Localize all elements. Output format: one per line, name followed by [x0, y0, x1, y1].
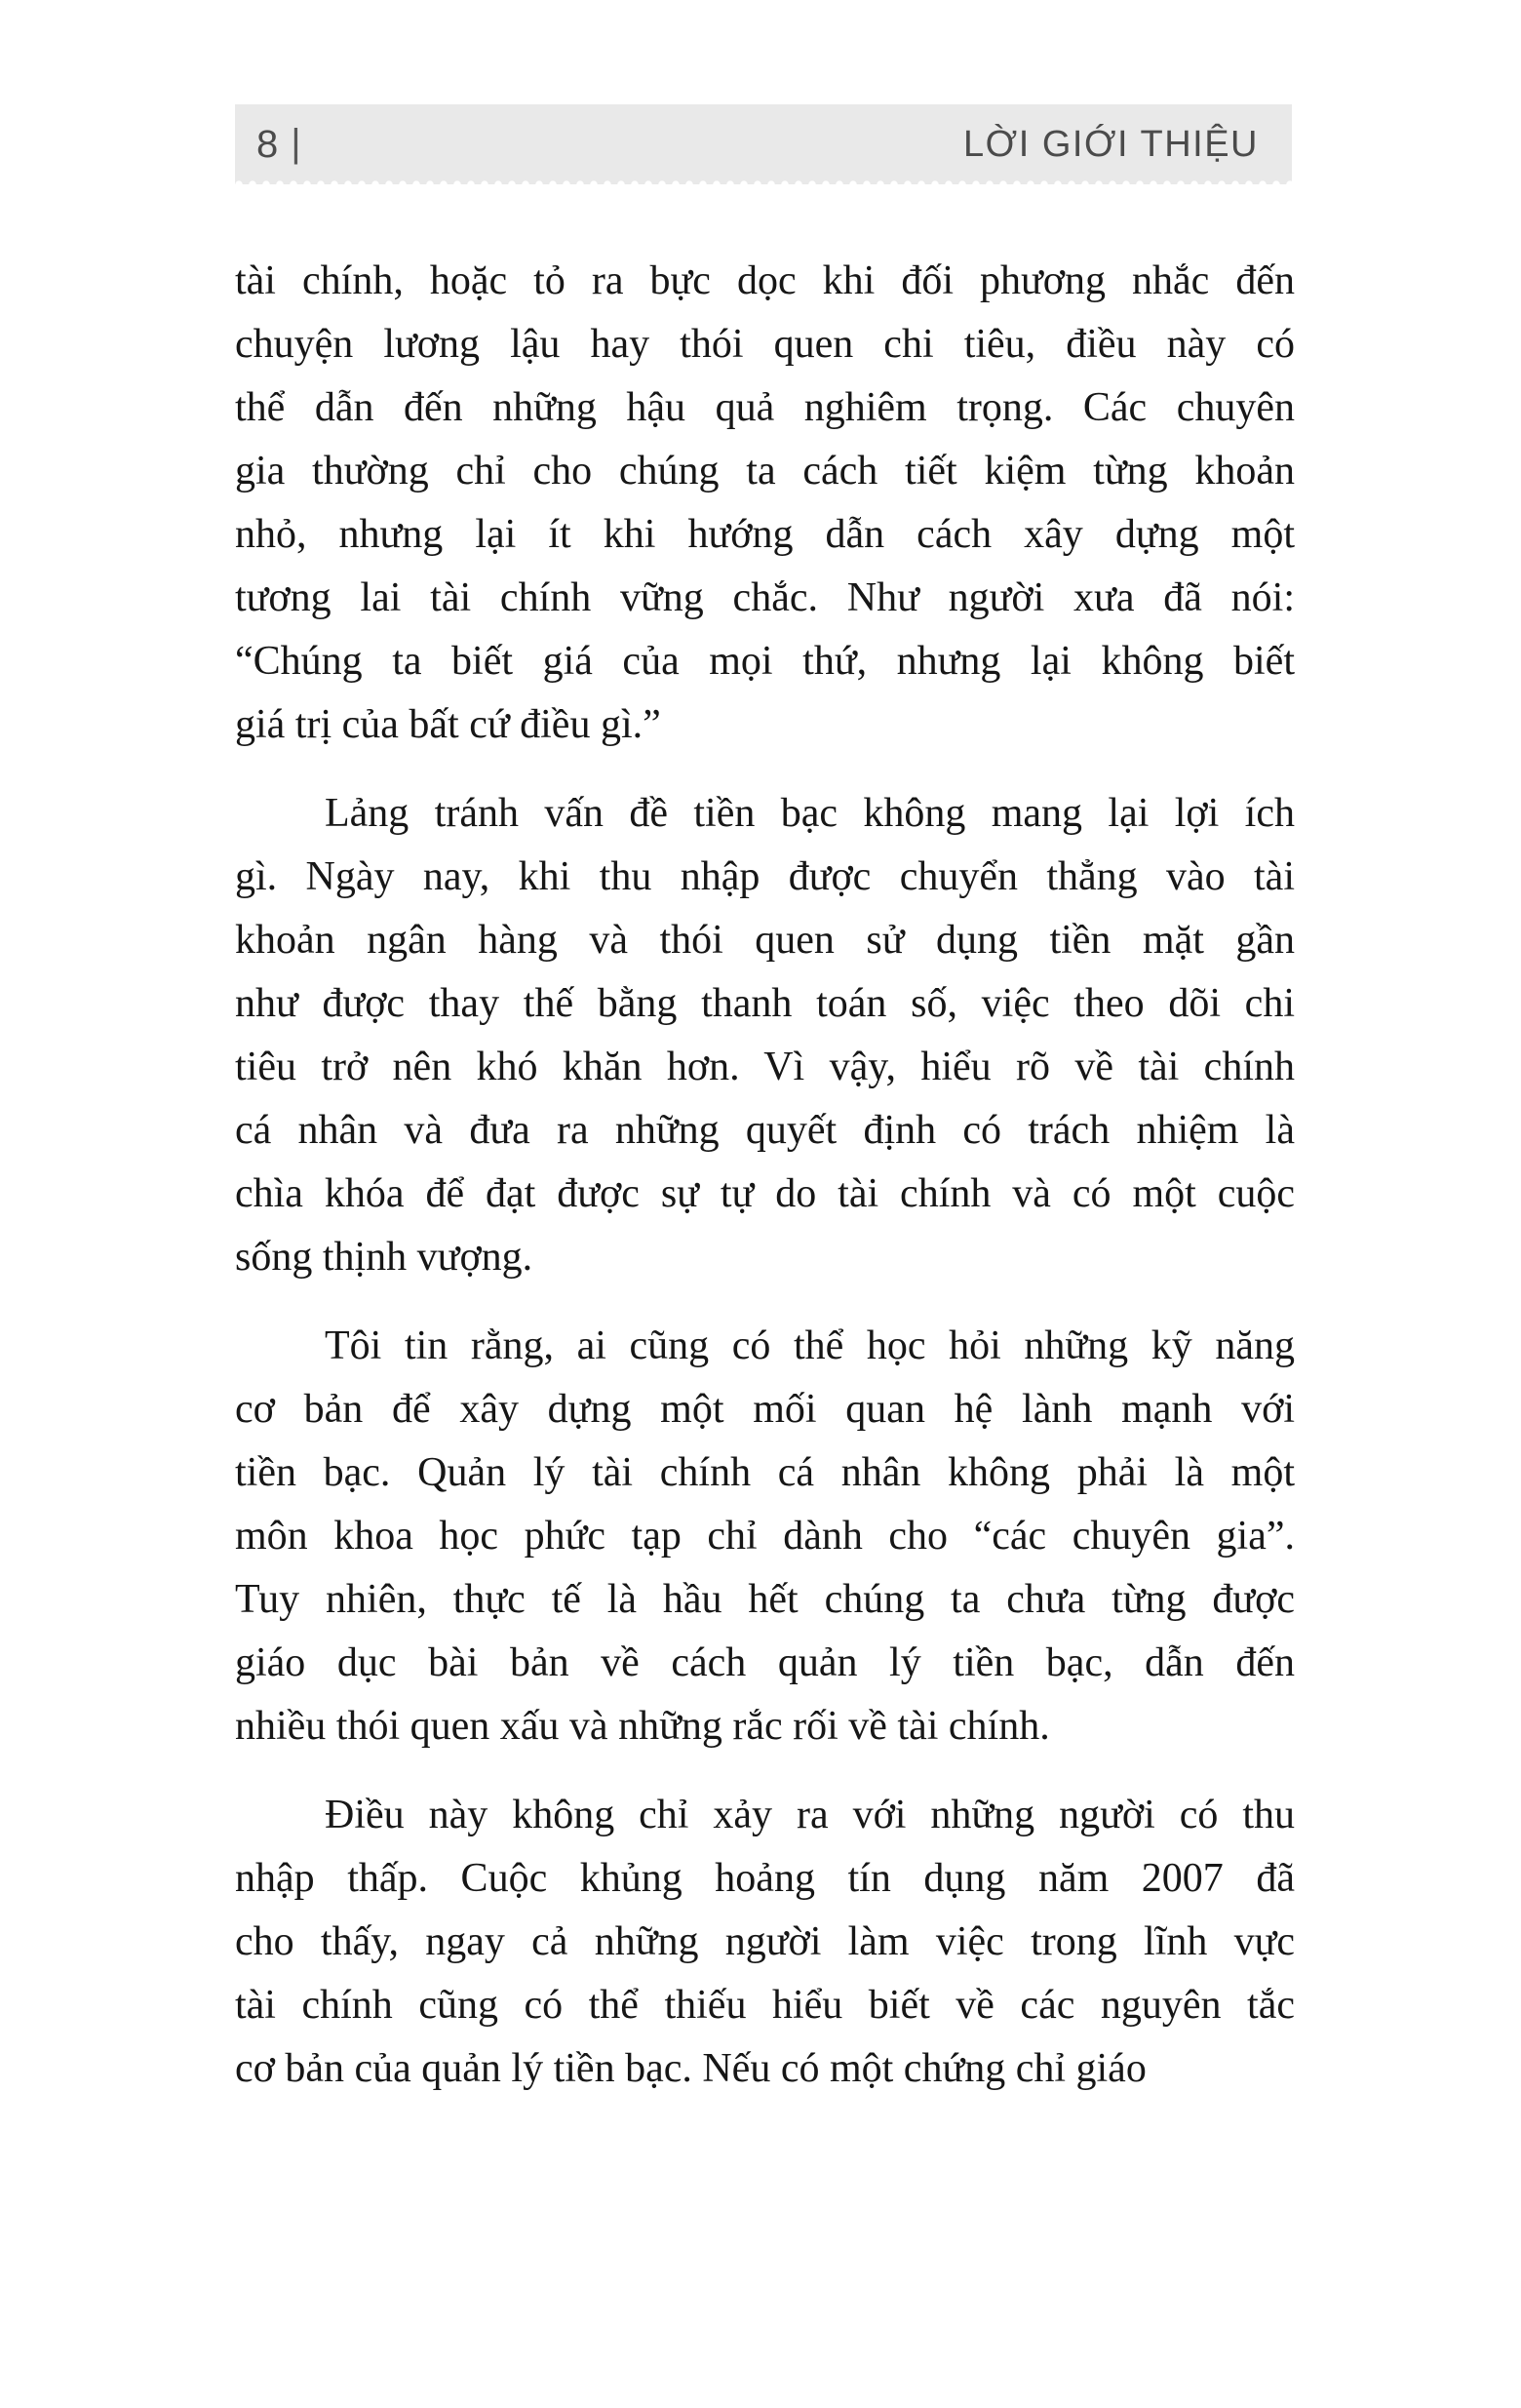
page-number: 8 [256, 122, 280, 166]
text-line: nhỏ, nhưng lại ít khi hướng dẫn cách xây dựng một [235, 512, 1295, 557]
paragraph [235, 250, 1295, 757]
paragraph [235, 1315, 1295, 1758]
running-header-title: LỜI GIỚI THIỆU [963, 123, 1259, 165]
text-line: Điều này không chỉ xảy ra với những người có thu [325, 1793, 1295, 1837]
text-line: giá trị của bất cứ điều gì.” [235, 702, 661, 747]
page-number-group [256, 123, 302, 167]
text-line: sống thịnh vượng. [235, 1235, 533, 1280]
text-line: Tôi tin rằng, ai cũng có thể học hỏi những kỹ năng [325, 1323, 1295, 1368]
text-line: cá nhân và đưa ra những quyết định có trách nhiệm là [235, 1108, 1295, 1153]
text-line: môn khoa học phức tạp chỉ dành cho “các chuyên gia”. [235, 1514, 1295, 1559]
text-line: chìa khóa để đạt được sự tự do tài chính và có một cuộc [235, 1171, 1295, 1216]
text-line: tài chính, hoặc tỏ ra bực dọc khi đối phương nhắc đến [235, 258, 1295, 303]
text-line: khoản ngân hàng và thói quen sử dụng tiền mặt gần [235, 918, 1295, 963]
text-line: tương lai tài chính vững chắc. Như người xưa đã nói: [235, 575, 1295, 620]
text-line: nhập thấp. Cuộc khủng hoảng tín dụng năm 2007 đã [235, 1856, 1295, 1901]
text-line: cho thấy, ngay cả những người làm việc trong lĩnh vực [235, 1919, 1295, 1964]
text-line: tài chính cũng có thể thiếu hiểu biết về các nguyên tắc [235, 1983, 1295, 2028]
text-line: thể dẫn đến những hậu quả nghiêm trọng. Các chuyên [235, 385, 1295, 430]
text-line: gì. Ngày nay, khi thu nhập được chuyển thẳng vào tài [235, 854, 1295, 899]
page-body [235, 250, 1295, 2101]
paragraph [235, 782, 1295, 1289]
text-line: tiền bạc. Quản lý tài chính cá nhân không phải là một [235, 1450, 1295, 1495]
paragraph [235, 1784, 1295, 2101]
page-header [235, 104, 1292, 184]
page-number-divider: | [291, 121, 302, 165]
text-line: tiêu trở nên khó khăn hơn. Vì vậy, hiểu rõ về tài chính [235, 1045, 1295, 1089]
text-line: như được thay thế bằng thanh toán số, việc theo dõi chi [235, 981, 1295, 1026]
text-line: “Chúng ta biết giá của mọi thứ, nhưng lại không biết [235, 639, 1295, 684]
text-line: Lảng tránh vấn đề tiền bạc không mang lại lợi ích [325, 791, 1295, 836]
text-line: chuyện lương lậu hay thói quen chi tiêu, điều này có [235, 322, 1295, 367]
text-line: cơ bản của quản lý tiền bạc. Nếu có một chứng chỉ giáo [235, 2046, 1147, 2091]
text-line: gia thường chỉ cho chúng ta cách tiết kiệm từng khoản [235, 449, 1295, 493]
header-deckle-edge [235, 180, 1292, 188]
text-line: Tuy nhiên, thực tế là hầu hết chúng ta chưa từng được [235, 1577, 1295, 1622]
text-line: giáo dục bài bản về cách quản lý tiền bạc, dẫn đến [235, 1640, 1295, 1685]
text-line: cơ bản để xây dựng một mối quan hệ lành mạnh với [235, 1387, 1295, 1432]
text-line: nhiều thói quen xấu và những rắc rối về tài chính. [235, 1704, 1050, 1749]
